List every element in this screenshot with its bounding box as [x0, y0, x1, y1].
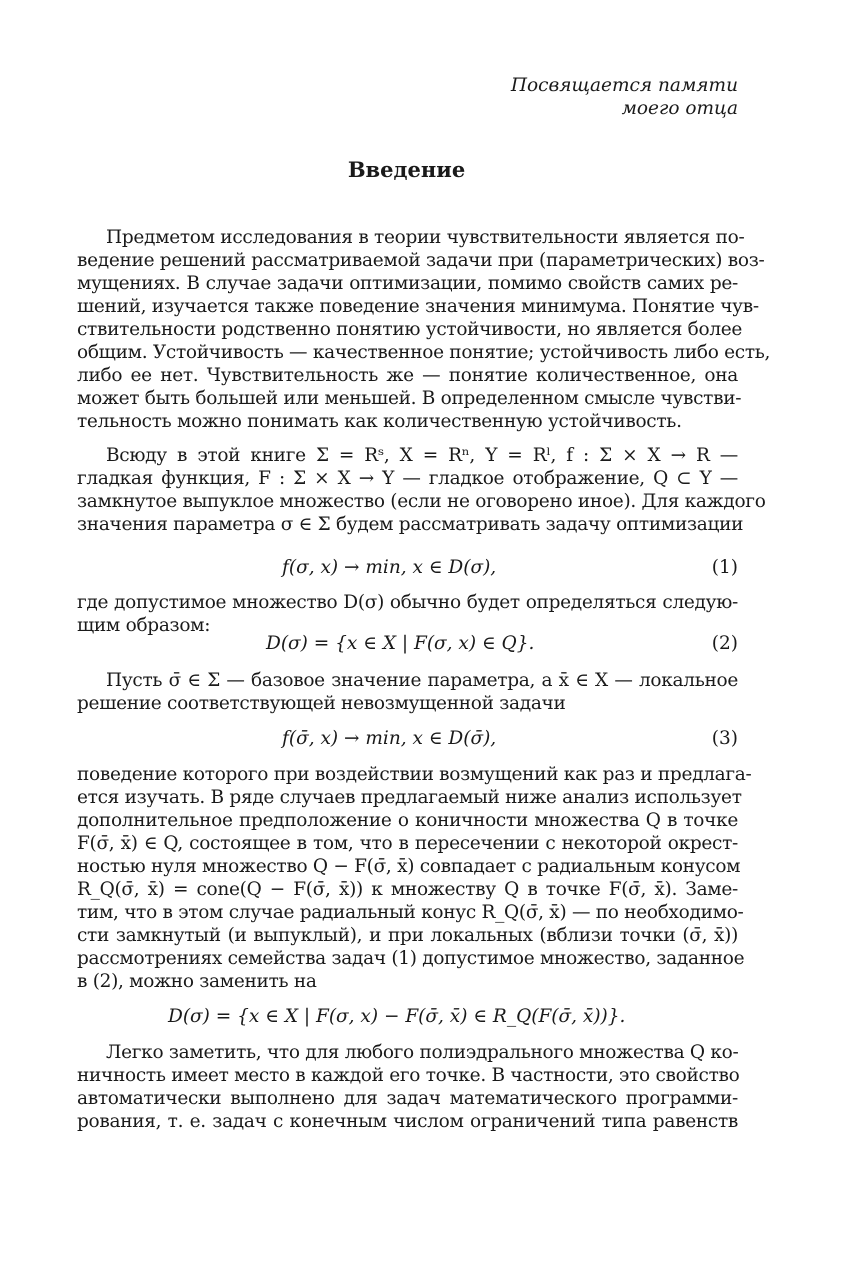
text-line: ностью нуля множество Q − F(σ̄, x̄) совпадает с радиальным конусом [77, 856, 741, 877]
text-line: тим, что в этом случае радиальный конус R_Q(σ̄, x̄) — по необходимо- [77, 902, 744, 923]
equation-1-number: (1) [711, 557, 738, 578]
text-line: ничность имеет место в каждой его точке. В частности, это свойство [77, 1065, 740, 1086]
text-line: шений, изучается также поведение значения минимума. Понятие чув- [77, 296, 759, 317]
text-line: гладкая функция, F : Σ × X → Y — гладкое отображение, Q ⊂ Y — [77, 468, 738, 489]
text-line: мущениях. В случае задачи оптимизации, помимо свойств самих ре- [77, 273, 738, 294]
text-line: рования, т. е. задач с конечным числом ограничений типа равенств [77, 1111, 738, 1132]
text-line: рассмотрениях семейства задач (1) допустимое множество, заданное [77, 948, 745, 969]
text-line: ведение решений рассматриваемой задачи при (параметрических) воз- [77, 250, 765, 271]
equation-3: f(σ̄, x) → min, x ∈ D(σ̄), [282, 728, 497, 749]
text-line: сти замкнутый (и выпуклый), и при локальных (вблизи точки (σ̄, x̄)) [77, 925, 738, 946]
text-line: ствительности родственно понятию устойчивости, но является более [77, 319, 743, 340]
text-line: тельность можно понимать как количественную устойчивость. [77, 411, 682, 432]
text-line: автоматически выполнено для задач математического программи- [77, 1088, 738, 1109]
text-line: замкнутое выпуклое множество (если не оговорено иное). Для каждого [77, 491, 766, 512]
text-line: значения параметра σ ∈ Σ будем рассматривать задачу оптимизации [77, 514, 744, 535]
epigraph-line-1: Посвящается памяти [510, 75, 738, 96]
epigraph-line-2: моего отца [621, 98, 738, 119]
equation-2-number: (2) [711, 633, 738, 654]
text-line: где допустимое множество D(σ) обычно будет определяться следую- [77, 592, 738, 613]
text-line: щим образом: [77, 615, 211, 636]
text-line: Предметом исследования в теории чувствительности является по- [106, 227, 745, 248]
text-line: ется изучать. В ряде случаев предлагаемый ниже анализ использует [77, 787, 742, 808]
chapter-title: Введение [347, 157, 466, 182]
text-line: решение соответствующей невозмущенной задачи [77, 693, 566, 714]
text-line: дополнительное предположение о коничности множества Q в точке [77, 810, 738, 831]
text-line: в (2), можно заменить на [77, 971, 317, 992]
text-line: Легко заметить, что для любого полиэдрального множества Q ко- [106, 1042, 739, 1063]
equation-2: D(σ) = {x ∈ X | F(σ, x) ∈ Q}. [266, 633, 535, 654]
text-line: Пусть σ̄ ∈ Σ — базовое значение параметра, а x̄ ∈ X — локальное [106, 670, 738, 691]
text-line: F(σ̄, x̄) ∈ Q, состоящее в том, что в пересечении с некоторой окрест- [77, 833, 738, 854]
text-line: Всюду в этой книге Σ = Rˢ, X = Rⁿ, Y = Rˡ, f : Σ × X → R — [106, 445, 738, 466]
text-line: может быть большей или меньшей. В определенном смысле чувстви- [77, 388, 742, 409]
text-line: поведение которого при воздействии возмущений как раз и предлага- [77, 764, 752, 785]
text-line: общим. Устойчивость — качественное понятие; устойчивость либо есть, [77, 342, 771, 363]
text-line: либо ее нет. Чувствительность же — понятие количественное, она [77, 365, 738, 386]
equation-1: f(σ, x) → min, x ∈ D(σ), [282, 557, 497, 578]
equation-4: D(σ) = {x ∈ X | F(σ, x) − F(σ̄, x̄) ∈ R_Q(F(σ̄, x̄))}. [168, 1006, 626, 1027]
text-line: R_Q(σ̄, x̄) = cone(Q − F(σ̄, x̄)) к множеству Q в точке F(σ̄, x̄). Заме- [77, 879, 738, 900]
equation-3-number: (3) [711, 728, 738, 749]
